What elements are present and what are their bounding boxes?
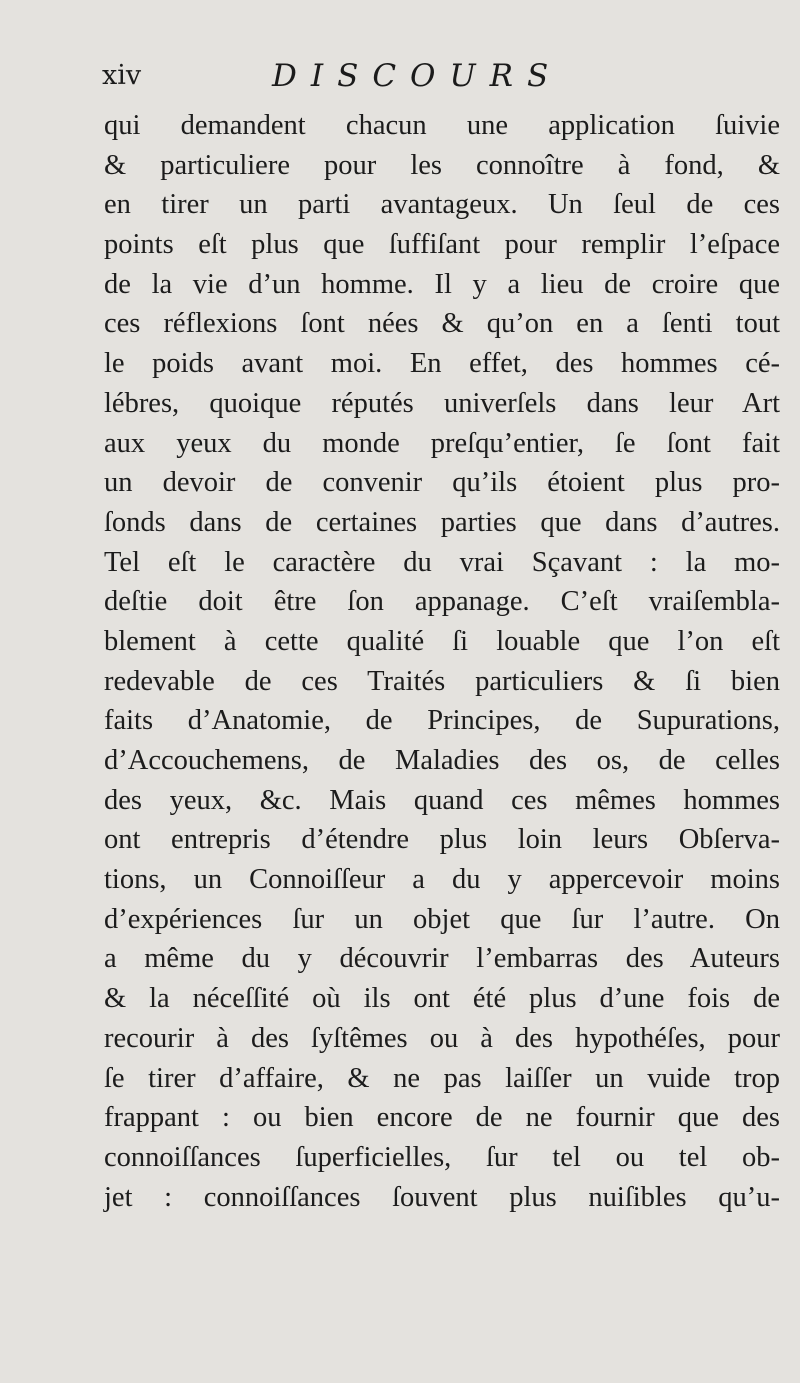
text-line: un devoir de convenir qu’ils étoient plus pro- [104, 467, 780, 499]
text-line: connoiſſances ſuperficielles, ſur tel ou tel ob- [104, 1141, 780, 1173]
text-line: jet : connoiſſances ſouvent plus nuiſibles qu’u- [104, 1181, 780, 1213]
text-line: d’Accouchemens, de Maladies des os, de celles [104, 745, 780, 776]
text-line: & particuliere pour les connoître à fond, & [104, 149, 780, 181]
text-line: ſonds dans de certaines parties que dans d’autres. [104, 506, 780, 538]
text-line: d’expériences ſur un objet que ſur l’autre. On [104, 903, 780, 935]
text-line: des yeux, &c. Mais quand ces mêmes hommes [104, 784, 780, 816]
text-line: qui demandent chacun une application ſuivie [104, 110, 780, 141]
text-line: en tirer un parti avantageux. Un ſeul de ces [104, 189, 780, 221]
text-line: frappant : ou bien encore de ne fournir que des [104, 1102, 780, 1134]
page-number: xiv [102, 60, 142, 91]
text-line: de la vie d’un homme. Il y a lieu de croire que [104, 268, 780, 300]
page-header [102, 58, 782, 102]
text-line: redevable de ces Traités particuliers & ſi bien [104, 665, 780, 697]
text-line: tions, un Connoiſſeur a du y appercevoir moins [104, 864, 780, 896]
text-line: recourir à des ſyſtêmes ou à des hypothéſes, pour [104, 1022, 780, 1054]
text-line: ſe tirer d’affaire, & ne pas laiſſer un vuide trop [104, 1062, 780, 1094]
text-line: faits d’Anatomie, de Principes, de Supurations, [104, 705, 780, 737]
text-line: points eſt plus que ſuffiſant pour remplir l’eſpace [104, 229, 780, 261]
text-line: blement à cette qualité ſi louable que l’on eſt [104, 625, 780, 657]
text-line: Tel eſt le caractère du vrai Sçavant : la mo- [104, 546, 780, 578]
text-line: aux yeux du monde preſqu’entier, ſe ſont fait [104, 427, 780, 459]
text-line: ont entrepris d’étendre plus loin leurs Obſerva- [104, 824, 780, 856]
text-line: ces réflexions ſont nées & qu’on en a ſenti tout [104, 308, 780, 340]
text-line: lébres, quoique réputés univerſels dans leur Art [104, 387, 780, 419]
body-text [104, 106, 780, 1217]
text-line: & la néceſſité où ils ont été plus d’une fois de [104, 983, 780, 1015]
text-line: deſtie doit être ſon appanage. C’eſt vraiſembla- [104, 586, 780, 618]
running-title: DISCOURS [272, 58, 563, 94]
text-line: le poids avant moi. En effet, des hommes cé- [104, 348, 780, 380]
text-line: a même du y découvrir l’embarras des Auteurs [104, 943, 780, 975]
